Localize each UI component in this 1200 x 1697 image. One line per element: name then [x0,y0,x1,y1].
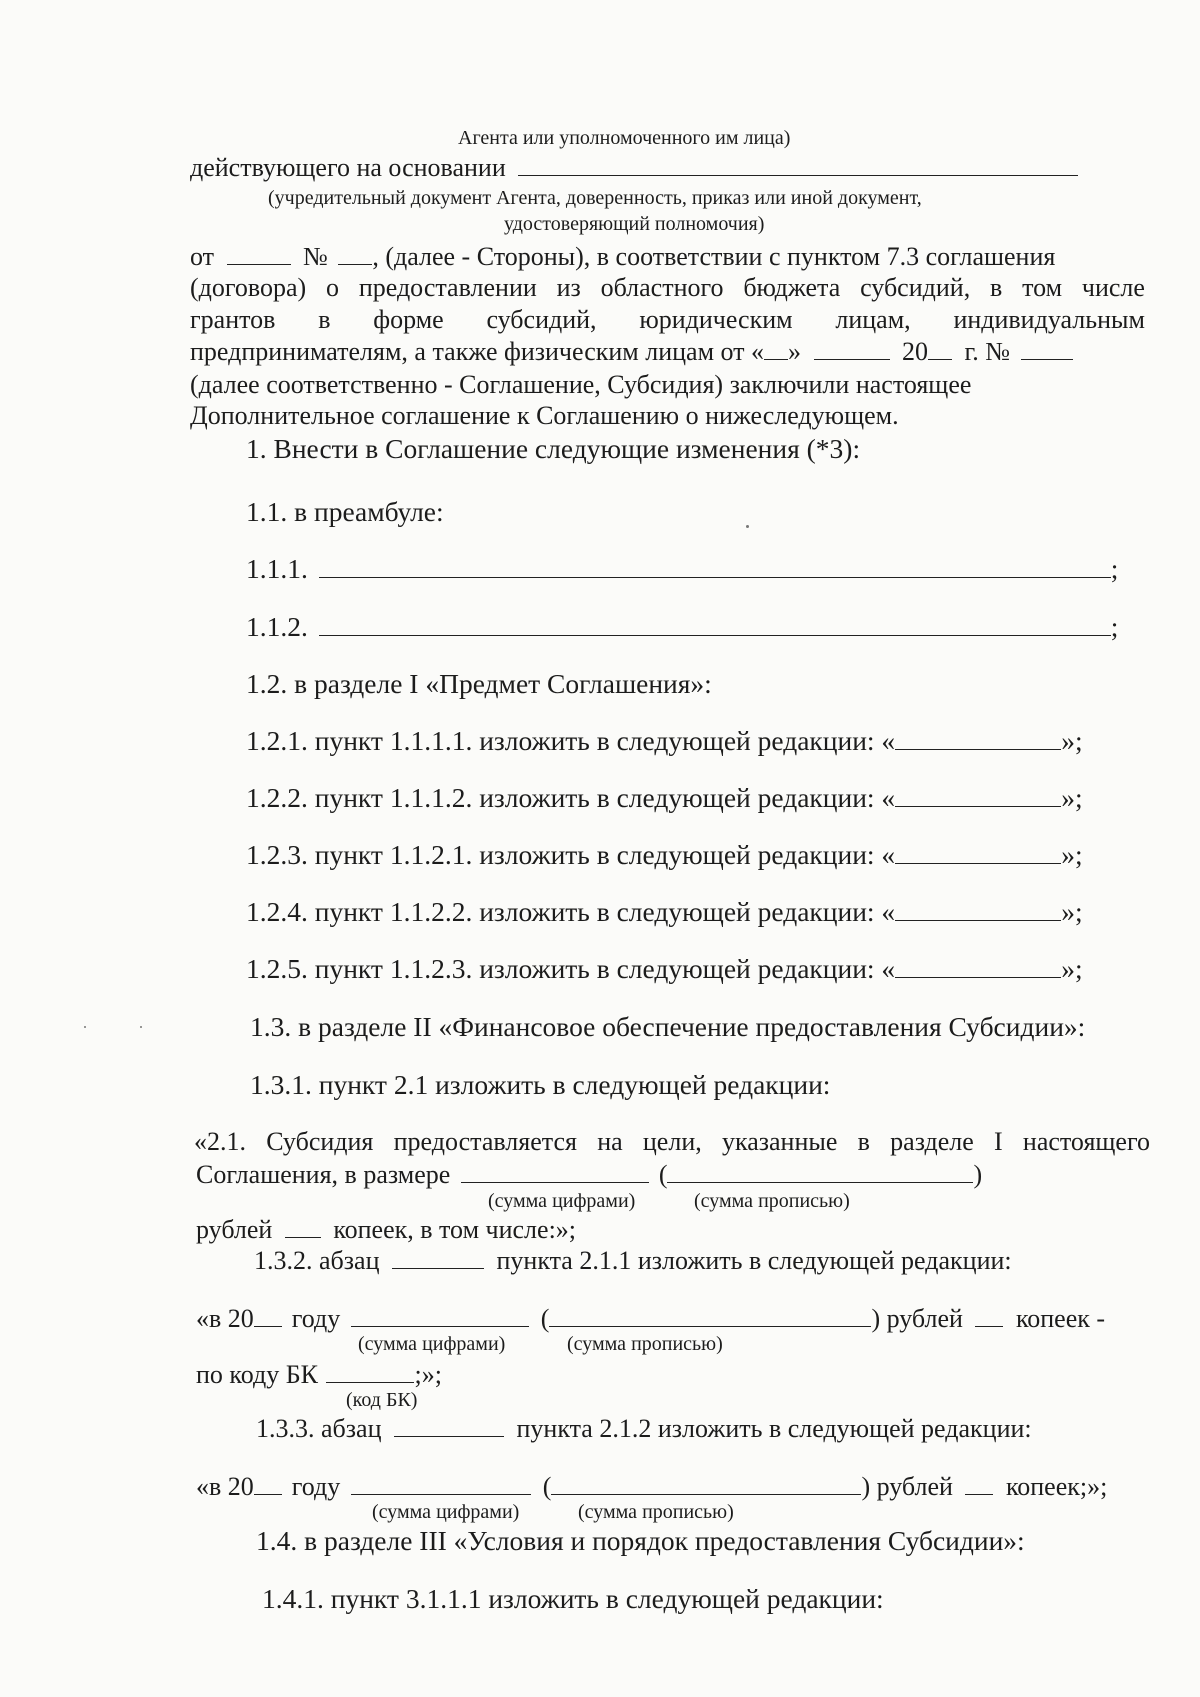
basis-blank[interactable] [518,153,1078,176]
item-text: 1.2.1. пункт 1.1.1.1. изложить в следующей редакции: « [246,725,896,756]
close-quote: »; [1061,782,1083,813]
item-text: 1.2.5. пункт 1.1.2.3. изложить в следующей редакции: « [246,953,896,984]
scan-speck [84,1026,86,1028]
item-1-2-2 [246,783,1083,813]
item-1-3-1: 1.3.1. пункт 2.1 изложить в следующей редакции: [250,1069,831,1100]
word: субсидий, [860,273,971,302]
amount-digits-blank[interactable] [461,1160,649,1183]
close-quote: »; [1061,725,1083,756]
hint-words: (сумма прописью) [567,1333,723,1355]
item-1-2-5 [246,954,1083,984]
bk-hint: (код БК) [346,1389,418,1411]
word: бюджета [743,273,841,302]
word: I [994,1127,1003,1156]
date-blank[interactable] [227,242,291,265]
semicolon: ; [1110,611,1119,642]
para1-line1 [190,242,1055,272]
hint-digits: (сумма цифрами) [488,1190,636,1212]
word: от [190,242,215,271]
word: разделе [890,1127,974,1156]
rubles-text: рублей [196,1215,273,1244]
para1-line2 [190,273,1145,303]
item-1-3-3-amount: «в 20 году ( ) рублей копеек;»; [196,1472,1108,1501]
year-blank[interactable] [254,1304,282,1327]
word: форме [373,305,444,334]
blank-1-2-4[interactable] [895,898,1061,921]
bk-blank[interactable] [326,1360,414,1383]
word: цели, [642,1127,702,1156]
para1-line4 [190,337,1073,367]
item-1-3-2-amount: «в 20 году ( ) рублей копеек - [196,1304,1106,1333]
year-word: году [291,1472,341,1501]
item-1-2-1 [246,726,1083,756]
close-quote: »; [1061,953,1083,984]
blank-1-2-1[interactable] [895,727,1061,750]
open-paren: ( [658,1160,668,1189]
item-text: 1.2.3. пункт 1.1.2.1. изложить в следующей редакции: « [246,839,896,870]
word: лицам, [835,305,911,334]
amount-words-blank[interactable] [667,1160,973,1183]
item-1-2-3 [246,840,1083,870]
blank-1-2-3[interactable] [895,841,1061,864]
word: на [597,1127,623,1156]
item-1-3: 1.3. в разделе II «Финансовое обеспечение предоставления Субсидии»: [250,1011,1086,1042]
hint-words: (сумма прописью) [694,1190,850,1212]
line-text: Соглашения, в размере [196,1160,451,1189]
item-number: 1.1.1. [246,553,308,584]
blank-1-1-1[interactable] [319,555,1111,578]
kopeks-blank[interactable] [965,1472,993,1495]
day-blank[interactable] [764,337,788,360]
section21-line2 [196,1160,982,1190]
item-1-2: 1.2. в разделе I «Предмет Соглашения»: [246,668,712,699]
line-text: пункта 2.1.2 изложить в следующей редакции: [516,1414,1032,1443]
hint-digits: (сумма цифрами) [358,1333,506,1355]
word: указанные [721,1127,838,1156]
amount-digits-blank[interactable] [351,1304,529,1327]
item-1-3-2 [254,1246,1012,1276]
year-prefix: «в 20 [196,1304,254,1333]
word: том [1022,273,1063,302]
basis-hint-1: (учредительный документ Агента, доверенность, приказ или иной документ, [268,187,922,209]
line-text: 1.3.3. абзац [256,1414,382,1443]
item-1-1-2 [246,612,1118,642]
kopeks-blank[interactable] [975,1304,1003,1327]
item-text: 1.2.2. пункт 1.1.1.2. изложить в следующей редакции: « [246,782,896,813]
amount-digits-blank[interactable] [351,1472,531,1495]
year-word: году [291,1304,341,1333]
kopeks-text: копеек - [1015,1304,1106,1333]
item-1: 1. Внести в Соглашение следующие изменения (*3): [246,433,861,464]
para1-line4-text: предпринимателям, а также физическим лицам от « [190,337,765,366]
rubles-text: ) рублей [871,1304,963,1333]
close-quote: »; [1061,839,1083,870]
item-1-3-2-bk [196,1360,442,1390]
year-blank[interactable] [254,1472,282,1495]
scan-speck [140,1026,142,1028]
paragraph-blank[interactable] [394,1414,504,1437]
bk-suffix: ;»; [414,1360,442,1389]
word: юридическим [639,305,793,334]
scan-speck [746,525,749,528]
kopeks-blank[interactable] [285,1215,321,1238]
word: областного [600,273,724,302]
item-1-1: 1.1. в преамбуле: [246,496,444,527]
line-text: пункта 2.1.1 изложить в следующей редакции: [496,1246,1012,1275]
item-1-4: 1.4. в разделе III «Условия и порядок предоставления Субсидии»: [256,1525,1025,1556]
word: «2.1. [194,1127,246,1156]
word: из [556,273,581,302]
paragraph-blank[interactable] [392,1246,484,1269]
year-blank[interactable] [928,337,952,360]
line-text: 1.3.2. абзац [254,1246,380,1275]
section21-line1 [194,1127,1150,1157]
word: настоящего [1022,1127,1150,1156]
year-prefix: 20 [902,337,929,366]
basis-hint-2: удостоверяющий полномочия) [504,213,765,235]
rubles-text: ) рублей [861,1472,953,1501]
amount-words-blank[interactable] [549,1304,871,1327]
item-1-1-1 [246,554,1118,584]
amount-words-blank[interactable] [551,1472,861,1495]
basis-line [190,153,1078,183]
para1-line6: Дополнительное соглашение к Соглашению о нижеследующем. [190,401,899,430]
agreement-number-blank[interactable] [1021,337,1073,360]
caption-top: Агента или уполномоченного им лица) [458,127,791,149]
para1-line5: (далее соответственно - Соглашение, Субсидия) заключили настоящее [190,370,972,399]
bk-text: по коду БК [196,1360,318,1389]
blank-1-1-2[interactable] [319,613,1111,636]
word: индивидуальным [953,305,1145,334]
close-quote: » [788,337,802,366]
word: в [857,1127,870,1156]
kopeks-text: копеек;»; [1005,1472,1108,1501]
word: субсидий, [486,305,597,334]
word: в [990,273,1003,302]
close-paren: ) [973,1160,983,1189]
kopeks-text: копеек, в том числе:»; [333,1215,577,1244]
year-prefix: «в 20 [196,1472,254,1501]
item-1-4-1: 1.4.1. пункт 3.1.1.1 изложить в следующей редакции: [262,1583,884,1614]
hint-digits: (сумма цифрами) [372,1501,520,1523]
para1-line3 [190,305,1145,335]
word: предоставляется [393,1127,577,1156]
word: Субсидия [266,1127,374,1156]
number-sign: № [303,242,328,271]
hint-words: (сумма прописью) [578,1501,734,1523]
basis-prefix: действующего на основании [190,153,506,182]
word: грантов [190,305,276,334]
blank-1-2-2[interactable] [895,784,1061,807]
word: числе [1081,273,1145,302]
word: в [318,305,331,334]
word: предоставлении [358,273,537,302]
word: о [326,273,340,302]
item-text: 1.2.4. пункт 1.1.2.2. изложить в следующей редакции: « [246,896,896,927]
blank-1-2-5[interactable] [895,955,1061,978]
semicolon: ; [1110,553,1119,584]
word: (договора) [190,273,307,302]
para1-line1-text: , (далее - Стороны), в соответствии с пунктом 7.3 соглашения [372,242,1056,271]
agreement-number-sign: г. № [964,337,1011,366]
close-quote: »; [1061,896,1083,927]
item-1-3-3 [256,1414,1032,1444]
item-number: 1.1.2. [246,611,308,642]
number-blank[interactable] [338,242,372,265]
item-1-2-4 [246,897,1083,927]
section21-line3 [196,1215,576,1245]
month-blank[interactable] [814,337,890,360]
